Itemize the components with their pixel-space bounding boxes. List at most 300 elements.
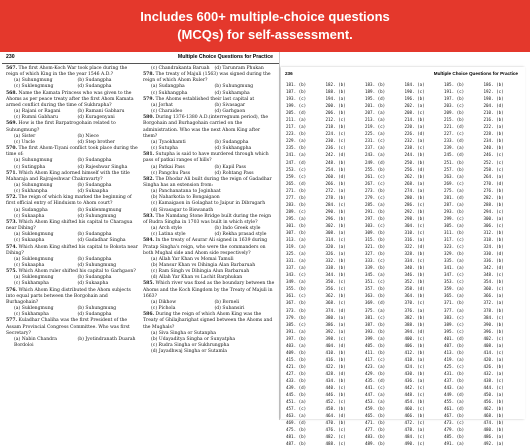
answer-key-entry: 325. (a) (286, 251, 307, 257)
answer-key-entry: 289. (c) (286, 208, 307, 214)
answer-option: (c) Sukhanpha (14, 189, 48, 195)
answer-key-entry: 254. (b) (325, 166, 346, 172)
question-item (6, 171, 138, 196)
answer-option: (a) Sudangpha (151, 84, 185, 90)
answer-key-entry: 212. (c) (325, 117, 346, 123)
answer-key-entry: 437. (b) (444, 377, 465, 383)
answer-option: (b) Borneli (214, 299, 240, 305)
answer-key-entry: 214. (b) (404, 117, 425, 123)
answer-key-entry: 186. (b) (483, 82, 504, 87)
answer-key-entry: 246. (c) (483, 152, 504, 158)
answer-key-entry: 408. (a) (483, 342, 504, 348)
answer-option: (a) Arch style (151, 226, 182, 232)
left-page-header (2, 52, 279, 64)
question-item (143, 72, 275, 97)
answer-option: (c) Chandrakanta Baruah (151, 66, 210, 71)
answer-option: (a) Suklengmung (14, 275, 54, 281)
question-stem: The Ahoms established their last capital at (155, 96, 255, 102)
question-item (143, 214, 275, 239)
answer-key-entry: 250. (b) (404, 159, 425, 165)
right-page-header (281, 67, 525, 79)
answer-key-entry: 225. (a) (365, 131, 386, 137)
answer-key-entry: 381. (c) (365, 314, 386, 320)
answer-key-entry: 461. (d) (444, 406, 465, 412)
answer-key-entry: 208. (c) (404, 110, 425, 116)
answer-key-entry: 249. (d) (365, 159, 386, 165)
question-stem: How is the first Barpatrogohain related to Suhungmung? (6, 121, 116, 133)
answer-key-entry: 209. (b) (444, 110, 465, 116)
answer-key-entry: 358. (d) (404, 286, 425, 292)
answer-key-entry: 367. (b) (286, 300, 307, 306)
question-text (6, 318, 138, 336)
answer-key-entry: 334. (c) (404, 258, 425, 264)
answer-key-entry: 318. (b) (483, 237, 504, 243)
answer-key-entry: 270. (d) (483, 180, 504, 186)
answer-key-entry: 349. (a) (286, 279, 307, 285)
answer-key-entry: 412. (b) (404, 349, 425, 355)
answer-key-entry: 280. (b) (404, 194, 425, 200)
answer-option: (d) Jayadhwaj Singha or Sutamla (151, 349, 227, 355)
answer-key-entry: 420. (a) (483, 356, 504, 362)
answer-key-entry: 329. (b) (444, 251, 465, 257)
answer-key-entry: 224. (c) (325, 131, 346, 137)
right-page-number: 236 (285, 71, 293, 76)
answer-option: (a) Dikhow (151, 299, 177, 305)
answer-key-entry: 424. (c) (404, 363, 425, 369)
answer-option: (b) Sudangpha (77, 158, 112, 164)
answer-key-entry: 314. (c) (325, 237, 346, 243)
question-text (143, 238, 275, 256)
answer-key-entry: 383. (c) (444, 314, 465, 320)
answer-key-entry: 338. (b) (325, 265, 346, 271)
question-text (6, 220, 138, 232)
answer-key-entry: 304. (c) (404, 222, 425, 228)
answer-key-entry: 406. (b) (404, 342, 425, 348)
answer-key-entry: 316. (a) (404, 237, 425, 243)
answer-key-entry: 481. (b) (286, 434, 307, 440)
answer-key-entry: 310. (c) (404, 229, 425, 235)
answer-option: (d) Step brother (77, 139, 115, 145)
answer-key-entry: 376. (a) (404, 307, 425, 313)
answer-key-entry: 399. (a) (365, 335, 386, 341)
answer-key-entry: 313. (a) (286, 237, 307, 243)
answer-options (143, 103, 275, 115)
question-text (143, 312, 275, 330)
answer-key-entry: 300. (a) (483, 215, 504, 221)
answer-key-entry: 438. (c) (483, 377, 504, 383)
answer-key-entry: 266. (b) (325, 180, 346, 186)
answer-option: (b) Niece (77, 133, 99, 139)
question-stem: The Namdang Stone Bridge built during the reign of Rudra Singha in 1703 was built in which style? (143, 213, 272, 225)
answer-key-entry: 348. (c) (483, 272, 504, 278)
answer-key-entry: 275. (a) (444, 187, 465, 193)
answer-option: (d) Sivasagar to Biswanath (151, 207, 214, 213)
answer-key-entry: 253. (c) (286, 166, 307, 172)
answer-key-entry: 320. (a) (325, 244, 346, 250)
answer-key-entry: 357. (b) (365, 286, 386, 292)
answer-key-entry: 206. (b) (325, 110, 346, 116)
answer-key-entry: 319. (a) (286, 244, 307, 250)
answer-key-entry: 388. (b) (404, 321, 425, 327)
answer-key-entry: 439. (d) (286, 385, 307, 391)
answer-key-entry: 238. (c) (404, 145, 425, 151)
answer-key-entry: 340. (b) (404, 265, 425, 271)
answer-key-entry: 288. (b) (483, 201, 504, 207)
answer-options (143, 165, 275, 177)
answer-key-entry: 421. (b) (286, 363, 307, 369)
question-item (6, 220, 138, 245)
answer-key-entry: 371. (b) (444, 300, 465, 306)
answer-option: (b) Suklenmgmung (77, 207, 122, 213)
answer-option: (d) Sukaapha (77, 189, 109, 195)
answer-key-entry: 298. (b) (404, 215, 425, 221)
answer-key-entry: 182. (b) (325, 82, 346, 87)
answer-key-entry: 311. (b) (444, 229, 465, 235)
answer-options (143, 300, 275, 312)
answer-option: (b) Naharkotia to Bongaigaon (151, 195, 220, 201)
answer-key-entry: 475. (b) (286, 427, 307, 433)
answer-key-entry: 197. (b) (444, 96, 465, 102)
answer-key-entry: 469. (d) (286, 420, 307, 426)
answer-key-entry: 203. (c) (444, 103, 465, 109)
question-item (6, 121, 138, 146)
answer-key-entry: 252. (c) (483, 159, 504, 165)
answer-key-entry: 458. (b) (325, 406, 346, 412)
question-text (143, 177, 275, 189)
answer-option: (a) Suklengmung (14, 232, 54, 238)
answer-key-entry: 336. (b) (483, 258, 504, 264)
answer-key-entry: 490. (c) (404, 441, 425, 447)
answer-options (6, 208, 138, 220)
answer-option: (d) Sukaapha (77, 281, 109, 287)
question-item (6, 66, 138, 91)
question-text (143, 115, 275, 140)
answer-option: (b) Sudangpha (77, 78, 112, 84)
question-text (6, 171, 138, 183)
answer-key-entry: 305. (a) (444, 222, 465, 228)
answer-key-entry: 235. (b) (286, 145, 307, 151)
answer-key-entry: 465. (b) (365, 413, 386, 419)
question-stem: Kuladhar Chaliha was the first President of the Assam Provincial Congress Committee. Who was first Secretary? (6, 318, 130, 336)
answer-key-entry: 378. (b) (483, 307, 504, 313)
answer-key-entry: 368. (c) (325, 300, 346, 306)
answer-key-entry: 233. (d) (444, 138, 465, 144)
answer-key-entry: 464. (d) (325, 413, 346, 419)
book-spread (0, 52, 530, 447)
banner-line-1: Includes 600+ multiple-choice questions (140, 9, 390, 24)
answer-key-entry: 405. (b) (365, 342, 386, 348)
answer-key-entry: 259. (c) (286, 173, 307, 179)
answer-key-entry: 410. (b) (325, 349, 346, 355)
answer-key-entry: 443. (a) (444, 385, 465, 391)
answer-key-entry: 428. (d) (325, 370, 346, 376)
answer-key-entry: 429. (b) (365, 370, 386, 376)
answer-option: (b) Sudangpha (77, 256, 112, 262)
answer-option: (d) Sukhampha (214, 90, 250, 96)
answer-key-entry: 281. (d) (444, 194, 465, 200)
question-item (6, 146, 138, 171)
question-stem: The treaty of Majuli (1563) was signed during the reign of which Ahom Ruler? (143, 72, 271, 84)
answer-key-entry: 332. (b) (325, 258, 346, 264)
answer-key-entry: 435. (d) (365, 377, 386, 383)
answer-key-entry: 306. (c) (483, 222, 504, 228)
answer-option: (d) Gadadhar Singha (77, 238, 126, 244)
answer-option: (b) Sudangpha (77, 232, 112, 238)
answer-key-entry: 422. (b) (325, 363, 346, 369)
answer-key-entry: 317. (c) (444, 237, 465, 243)
answer-key-entry: 331. (a) (286, 258, 307, 264)
answer-key-entry: 264. (a) (483, 173, 504, 179)
answer-option: (a) Allah Yar Khan vs Momai Tamuli (151, 256, 234, 262)
question-number: 578. (143, 72, 155, 78)
answer-key-entry: 411. (b) (365, 349, 386, 355)
answer-option: (b) Suhungmung (214, 84, 254, 90)
answer-key-entry: 433. (b) (286, 377, 307, 383)
answer-key-entry: 369. (d) (365, 300, 386, 306)
question-stem: Sutupha is said to have murdered through which pass of patkai ranges of hills? (143, 152, 269, 164)
answer-key-entry: 216. (b) (483, 117, 504, 123)
question-item (6, 269, 138, 287)
answer-key-entry: 187. (b) (286, 89, 307, 95)
answer-key-entry: 445. (b) (286, 392, 307, 398)
answer-option: (d) Sukhangpha (214, 146, 252, 152)
question-item (6, 91, 138, 122)
answer-option: (a) Suhungmung (14, 158, 53, 164)
answer-key-entry: 477. (b) (365, 427, 386, 433)
answer-key-entry: 268. (a) (404, 180, 425, 186)
answer-key-entry: 386. (a) (325, 321, 346, 327)
answer-key-entry: 392. (a) (325, 328, 346, 334)
question-number: 569. (6, 121, 18, 127)
answer-key-entry: 352. (b) (404, 279, 425, 285)
answer-option: (b) Sivasagar (214, 102, 246, 108)
answer-key-entry: 434. (b) (325, 377, 346, 383)
answer-key-entry: 363. (b) (365, 293, 386, 299)
answer-options (6, 257, 138, 269)
answer-key-entry: 271. (b) (286, 187, 307, 193)
question-number: 575. (6, 269, 18, 275)
answer-key-entry: 198. (b) (483, 96, 504, 102)
answer-key-entry: 279. (c) (365, 194, 386, 200)
answer-option: (b) Udayaditya Singha or Sunyatpha (151, 336, 236, 342)
answer-key-entry: 335. (a) (444, 258, 465, 264)
answer-key-entry: 202. (a) (404, 103, 425, 109)
question-number: 581. (143, 152, 155, 158)
answer-key-entry: 276. (b) (483, 187, 504, 193)
answer-key-entry: 468. (b) (483, 413, 504, 419)
answer-key-entry: 287. (a) (444, 201, 465, 207)
answer-key-entry: 294. (c) (483, 208, 504, 214)
question-stem: Which Ahom ruler shifted his capital to Garhgaon? (18, 269, 136, 275)
answer-key-entry: 290. (b) (325, 208, 346, 214)
answer-key-entry: 467. (b) (444, 413, 465, 419)
answer-key-entry: 282. (b) (483, 194, 504, 200)
answer-key-entry: 303. (c) (365, 222, 386, 228)
answer-key-entry: 220. (a) (404, 124, 425, 130)
left-page-number: 230 (6, 54, 15, 60)
answer-key-entry: 291. (b) (365, 208, 386, 214)
answer-key-entry: 278. (b) (325, 194, 346, 200)
answer-key-entry: 372. (a) (483, 300, 504, 306)
answer-key-entry: 478. (a) (404, 427, 425, 433)
answer-key-entry: 457. (c) (286, 406, 307, 412)
question-number: 582. (143, 176, 155, 182)
answer-key-entry: 423. (a) (365, 363, 386, 369)
answer-key-entry: 432. (a) (483, 370, 504, 376)
answer-key-entry: 333. (c) (365, 258, 386, 264)
answer-key-entry: 374. (d) (325, 307, 346, 313)
answer-key-entry: 425. (c) (444, 363, 465, 369)
answer-key-entry: 239. (a) (444, 145, 465, 151)
answer-key-entry: 230. (c) (325, 138, 346, 144)
answer-key-entry: 322. (d) (404, 244, 425, 250)
answer-key-entry: 365. (a) (444, 293, 465, 299)
answer-key-entry: 418. (a) (404, 356, 425, 362)
question-item (143, 152, 275, 177)
answer-options (6, 275, 138, 287)
answer-key-entry: 195. (d) (365, 96, 386, 102)
answer-option: (c) Sukaapha (14, 263, 45, 268)
answer-key-entry: 302. (b) (325, 222, 346, 228)
question-item (143, 115, 275, 152)
answer-key-entry: 466. (b) (404, 413, 425, 419)
answer-key-entry: 488. (c) (325, 441, 346, 447)
answer-key-entry: 409. (b) (286, 349, 307, 355)
question-stem: The first Ahom-Tiyani conflict took place during the time of: (6, 146, 138, 158)
answer-key-entry: 330. (d) (483, 251, 504, 257)
answer-key-entry: 389. (c) (444, 321, 465, 327)
answer-key-entry: 292. (b) (404, 208, 425, 214)
answer-key-entry: 455. (a) (444, 399, 465, 405)
answer-key-entry: 184. (a) (404, 82, 425, 87)
answer-key-entry: 236. (c) (325, 145, 346, 151)
answer-key-entry: 343. (c) (286, 272, 307, 278)
answer-key-entry: 453. (a) (365, 399, 386, 405)
question-text (6, 66, 138, 78)
answer-key-entry: 211. (a) (286, 117, 307, 123)
answer-key-entry: 241. (a) (286, 152, 307, 158)
question-number: 583. (143, 213, 155, 219)
answer-options (6, 158, 138, 170)
question-text (6, 146, 138, 158)
answer-key-entry: 483. (b) (365, 434, 386, 440)
answer-key-entry: 487. (b) (286, 441, 307, 447)
answer-key-entry: 451. (a) (286, 399, 307, 405)
question-item (143, 238, 275, 281)
answer-key-entry: 237. (a) (365, 145, 386, 151)
question-number: 573. (6, 219, 18, 225)
answer-key-entry: 364. (b) (404, 293, 425, 299)
answer-key-entry: 321. (b) (365, 244, 386, 250)
answer-key-entry: 440. (c) (325, 385, 346, 391)
answer-option: (a) Suhungmung (14, 78, 53, 84)
answer-key-entry: 474. (b) (483, 420, 504, 426)
answer-key-entry: 377. (a) (444, 307, 465, 313)
answer-options (6, 232, 138, 244)
question-number: 584. (143, 238, 155, 244)
question-text (6, 245, 138, 257)
answer-key-entry: 284. (c) (325, 201, 346, 207)
answer-key-entry: 251. (b) (444, 159, 465, 165)
question-stem: Which Ahom King shifted his capital to Bokota near Dihing? (6, 244, 138, 256)
answer-option: (c) Sukhangpha (151, 90, 188, 96)
answer-key-entry: 473. (c) (444, 420, 465, 426)
answer-key-entry: 205. (d) (286, 110, 307, 116)
answer-key-entry: 260. (d) (325, 173, 346, 179)
answer-key-entry: 201. (b) (365, 103, 386, 109)
answer-options (143, 331, 275, 356)
answer-option: (d) Subansiri (214, 306, 245, 312)
answer-option: (d) Tarunram Phukan (214, 66, 264, 71)
answer-key-entry: 231. (c) (365, 138, 386, 144)
answer-key-entry: 256. (d) (404, 166, 425, 172)
answer-key-entry: 285. (a) (365, 201, 386, 207)
answer-key-entry: 444. (c) (483, 385, 504, 391)
answer-key-entry: 215. (b) (444, 117, 465, 123)
answer-key-entry: 337. (a) (286, 265, 307, 271)
answer-key-entry: 312. (b) (483, 229, 504, 235)
answer-option: (d) Rohtang Pass (214, 170, 254, 176)
answer-key-entry: 479. (b) (444, 427, 465, 433)
question-stem: Name the Kamata Princess who was given to the Ahoms as per peace treaty after the first Ahom Kamata armed conflict during the time of Sukhrapha? (6, 90, 134, 108)
answer-key-entry: 181. (b) (286, 82, 307, 87)
question-text (143, 72, 275, 84)
answer-key-entry: 269. (c) (444, 180, 465, 186)
answer-key-entry: 323. (c) (444, 244, 465, 250)
answer-key-entry: 460. (c) (404, 406, 425, 412)
answer-key-entry: 192. (c) (483, 89, 504, 95)
answer-key-entry: 356. (c) (325, 286, 346, 292)
answer-option: (a) Rajani or Ragani (14, 109, 61, 115)
answer-key-entry: 262. (b) (404, 173, 425, 179)
question-text (6, 121, 138, 133)
question-text (6, 288, 138, 306)
answer-option: (b) Suhungmung (77, 306, 117, 312)
answer-key-entry: 396. (b) (483, 328, 504, 334)
answer-key-entry: 417. (c) (365, 356, 386, 362)
answer-option: (b) Jyotindranath Duarah (77, 336, 136, 342)
answer-key-entry: 463. (a) (286, 413, 307, 419)
answer-key-entry: 217. (a) (286, 124, 307, 130)
answer-key-entry: 446. (b) (325, 392, 346, 398)
answer-key-entry: 359. (a) (444, 286, 465, 292)
question-item (6, 318, 138, 349)
answer-key-entry: 183. (b) (365, 82, 386, 87)
answer-option: (a) Patkai Pass (151, 164, 185, 170)
answer-key-entry: 485. (b) (444, 434, 465, 440)
answer-key-entry: 431. (b) (444, 370, 465, 376)
answer-option: (c) Sutingpha (14, 164, 46, 170)
answer-options (6, 337, 138, 349)
answer-key-entry: 400. (c) (404, 335, 425, 341)
answer-key-entry: 257. (b) (444, 166, 465, 172)
answer-key-entry: 354. (b) (483, 279, 504, 285)
answer-option: (a) Suklengmung (14, 256, 54, 262)
question-item (6, 288, 138, 319)
answer-key-entry: 480. (b) (483, 427, 504, 433)
answer-option: (a) Nabin Chandra Bordoloi (14, 336, 57, 349)
question-text (6, 91, 138, 109)
answer-key-entry: 436. (a) (404, 377, 425, 383)
answer-key-entry: 228. (b) (483, 131, 504, 137)
answer-key-entry: 471. (b) (365, 420, 386, 426)
question-item (6, 195, 138, 220)
answer-key-entry: 326. (a) (325, 251, 346, 257)
question-stem: The first Ahom-Koch War took place during the reign of which King in the the year 1546 A.D.? (6, 66, 128, 78)
answer-key-entry: 301. (b) (286, 222, 307, 228)
question-stem: During 1376-1380 A.D.(interregnum period), the Borgohain and Burhagohain carried on the administration. Who was the next Ahom King after them? (143, 115, 269, 139)
answer-option: (c) Sukaapha (14, 238, 45, 244)
